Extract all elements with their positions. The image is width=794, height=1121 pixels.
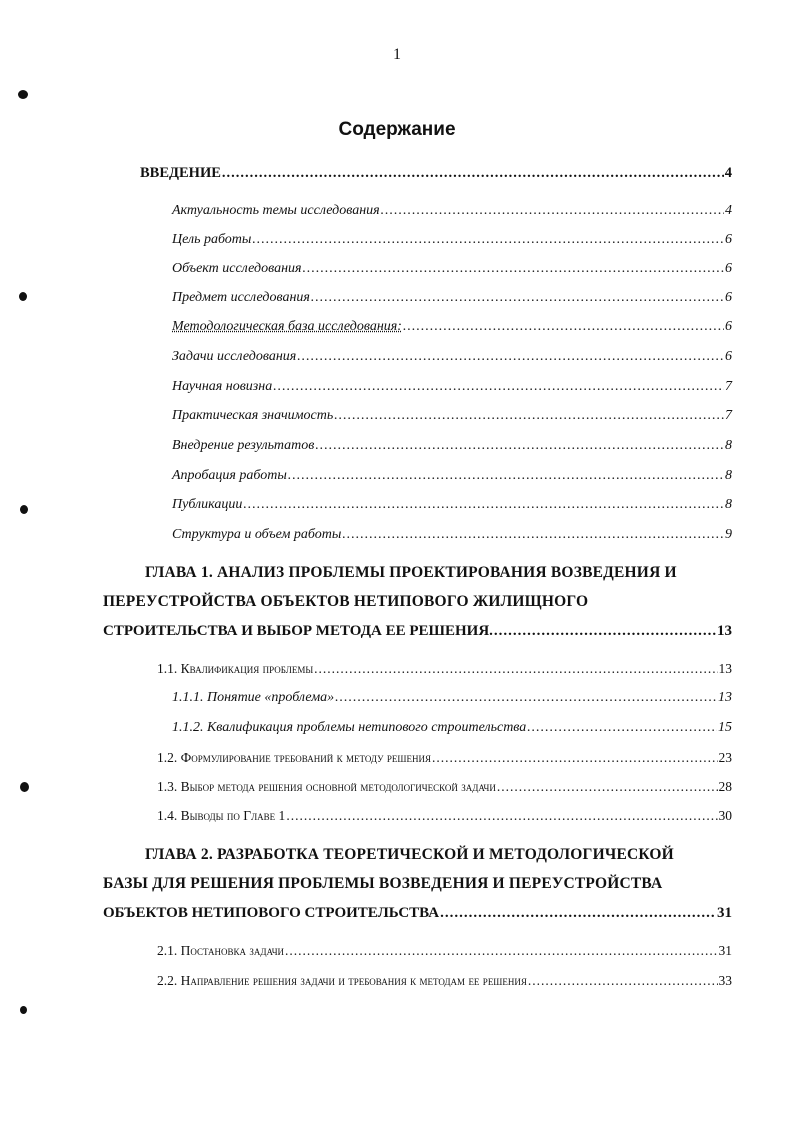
- toc-entry[interactable]: [157, 806, 732, 826]
- leader-dots: [311, 288, 724, 308]
- toc-entry-chapter2[interactable]: [103, 903, 732, 923]
- toc-label: Предмет исследования: [172, 290, 310, 305]
- toc-entry[interactable]: [157, 941, 732, 961]
- toc-page: 15: [718, 720, 732, 735]
- leader-dots: [314, 659, 717, 679]
- page-number: 1: [393, 46, 401, 63]
- leader-dots: [494, 621, 716, 641]
- toc-page: 31: [717, 905, 732, 921]
- toc-page: 8: [725, 468, 732, 483]
- leader-dots: [335, 688, 717, 708]
- toc-entry[interactable]: [172, 347, 732, 367]
- leader-dots: [440, 903, 716, 923]
- chapter2-title-line3: ОБЪЕКТОВ НЕТИПОВОГО СТРОИТЕЛЬСТВА: [103, 905, 440, 921]
- scan-mark: [20, 782, 29, 792]
- toc-entry[interactable]: [172, 201, 732, 221]
- scan-mark: [19, 292, 27, 301]
- scan-mark: [20, 1006, 27, 1014]
- toc-entry[interactable]: [172, 377, 732, 397]
- leader-dots: [303, 259, 724, 279]
- toc-entry[interactable]: [172, 317, 732, 337]
- toc-label: Цель работы: [172, 232, 252, 247]
- toc-label: 1.2. Формулирование требований к методу решения: [157, 750, 431, 765]
- leader-dots: [288, 466, 724, 486]
- leader-dots: [297, 347, 724, 367]
- toc-entry[interactable]: [172, 688, 732, 708]
- toc-page: 30: [718, 808, 732, 823]
- leader-dots: [286, 806, 717, 826]
- toc-label: Структура и объем работы: [172, 527, 342, 542]
- toc-label: Внедрение результатов: [172, 438, 315, 453]
- toc-entry[interactable]: [157, 971, 732, 991]
- leader-dots: [222, 163, 724, 183]
- toc-page: 9: [725, 527, 732, 542]
- toc-page: 8: [725, 438, 732, 453]
- toc-page: 33: [718, 973, 732, 988]
- leader-dots: [381, 201, 724, 221]
- toc-page: 6: [725, 319, 732, 334]
- toc-entry[interactable]: [172, 259, 732, 279]
- toc-entry[interactable]: [172, 495, 732, 515]
- toc-label: Публикации: [172, 497, 243, 512]
- toc-page: 7: [725, 408, 732, 423]
- leader-dots: [252, 230, 724, 250]
- toc-page: 6: [725, 232, 732, 247]
- toc-entry[interactable]: [172, 230, 732, 250]
- toc-page: 6: [725, 261, 732, 276]
- leader-dots: [497, 777, 718, 797]
- chapter1-title-line2[interactable]: ПЕРЕУСТРОЙСТВА ОБЪЕКТОВ НЕТИПОВОГО ЖИЛИЩНОГО: [103, 593, 589, 610]
- chapter2-title-line2[interactable]: БАЗЫ ДЛЯ РЕШЕНИЯ ПРОБЛЕМЫ ВОЗВЕДЕНИЯ И ПЕРЕУСТРОЙСТВА: [103, 875, 663, 892]
- chapter1-title-line3: СТРОИТЕЛЬСТВА И ВЫБОР МЕТОДА ЕЕ РЕШЕНИЯ.: [103, 623, 493, 639]
- toc-entry-chapter1[interactable]: [103, 621, 732, 641]
- toc-page: 23: [718, 750, 732, 765]
- leader-dots: [403, 317, 724, 337]
- toc-page: 7: [725, 379, 732, 394]
- toc-label: 1.1. Квалификация проблемы: [157, 661, 314, 676]
- toc-label: Объект исследования: [172, 261, 302, 276]
- chapter2-title-line1[interactable]: ГЛАВА 2. РАЗРАБОТКА ТЕОРЕТИЧЕСКОЙ И МЕТОДОЛОГИЧЕСКОЙ: [145, 846, 674, 863]
- toc-label: Апробация работы: [172, 468, 287, 483]
- leader-dots: [243, 495, 724, 515]
- scan-mark: [20, 505, 28, 514]
- toc-label: Актуальность темы исследования: [172, 203, 380, 218]
- toc-entry[interactable]: [172, 406, 732, 426]
- toc-label: Научная новизна: [172, 379, 273, 394]
- leader-dots: [432, 748, 718, 768]
- leader-dots: [527, 718, 717, 738]
- toc-label: Практическая значимость: [172, 408, 334, 423]
- chapter1-title-line1[interactable]: ГЛАВА 1. АНАЛИЗ ПРОБЛЕМЫ ПРОЕКТИРОВАНИЯ ВОЗВЕДЕНИЯ И: [145, 564, 677, 581]
- toc-label: Методологическая база исследования:: [172, 319, 402, 334]
- toc-page: 6: [725, 290, 732, 305]
- toc-page: 4: [724, 165, 732, 181]
- toc-entry[interactable]: [157, 748, 732, 768]
- toc-page: 13: [718, 661, 732, 676]
- toc-entry[interactable]: [172, 525, 732, 545]
- toc-label: 1.3. Выбор метода решения основной методологической задачи: [157, 779, 496, 794]
- toc-entry[interactable]: [172, 288, 732, 308]
- toc-entry[interactable]: [172, 436, 732, 456]
- leader-dots: [334, 406, 724, 426]
- toc-page: 13: [717, 623, 732, 639]
- toc-label: Задачи исследования: [172, 349, 297, 364]
- toc-page: 6: [725, 349, 732, 364]
- toc-label: ВВЕДЕНИЕ: [140, 165, 221, 181]
- scan-mark: [18, 90, 28, 99]
- toc-label: 2.1. Постановка задачи: [157, 943, 285, 958]
- leader-dots: [315, 436, 724, 456]
- toc-page: 28: [718, 779, 732, 794]
- toc-entry[interactable]: [157, 777, 732, 797]
- toc-entry-intro[interactable]: [140, 163, 732, 183]
- toc-entry[interactable]: [157, 659, 732, 679]
- leader-dots: [342, 525, 724, 545]
- toc-page: 13: [718, 690, 732, 705]
- toc-title: Содержание: [338, 119, 456, 140]
- leader-dots: [273, 377, 724, 397]
- leader-dots: [285, 941, 717, 961]
- toc-label: 1.1.2. Квалификация проблемы нетипового строительства: [172, 720, 527, 735]
- toc-page: 31: [718, 943, 732, 958]
- leader-dots: [528, 971, 718, 991]
- toc-page: 8: [725, 497, 732, 512]
- toc-page: 4: [725, 203, 732, 218]
- toc-label: 2.2. Направление решения задачи и требования к методам ее решения: [157, 973, 527, 988]
- toc-label: 1.1.1. Понятие «проблема»: [172, 690, 335, 705]
- toc-label: 1.4. Выводы по Главе 1: [157, 808, 286, 823]
- toc-entry[interactable]: [172, 466, 732, 486]
- toc-entry[interactable]: [172, 718, 732, 738]
